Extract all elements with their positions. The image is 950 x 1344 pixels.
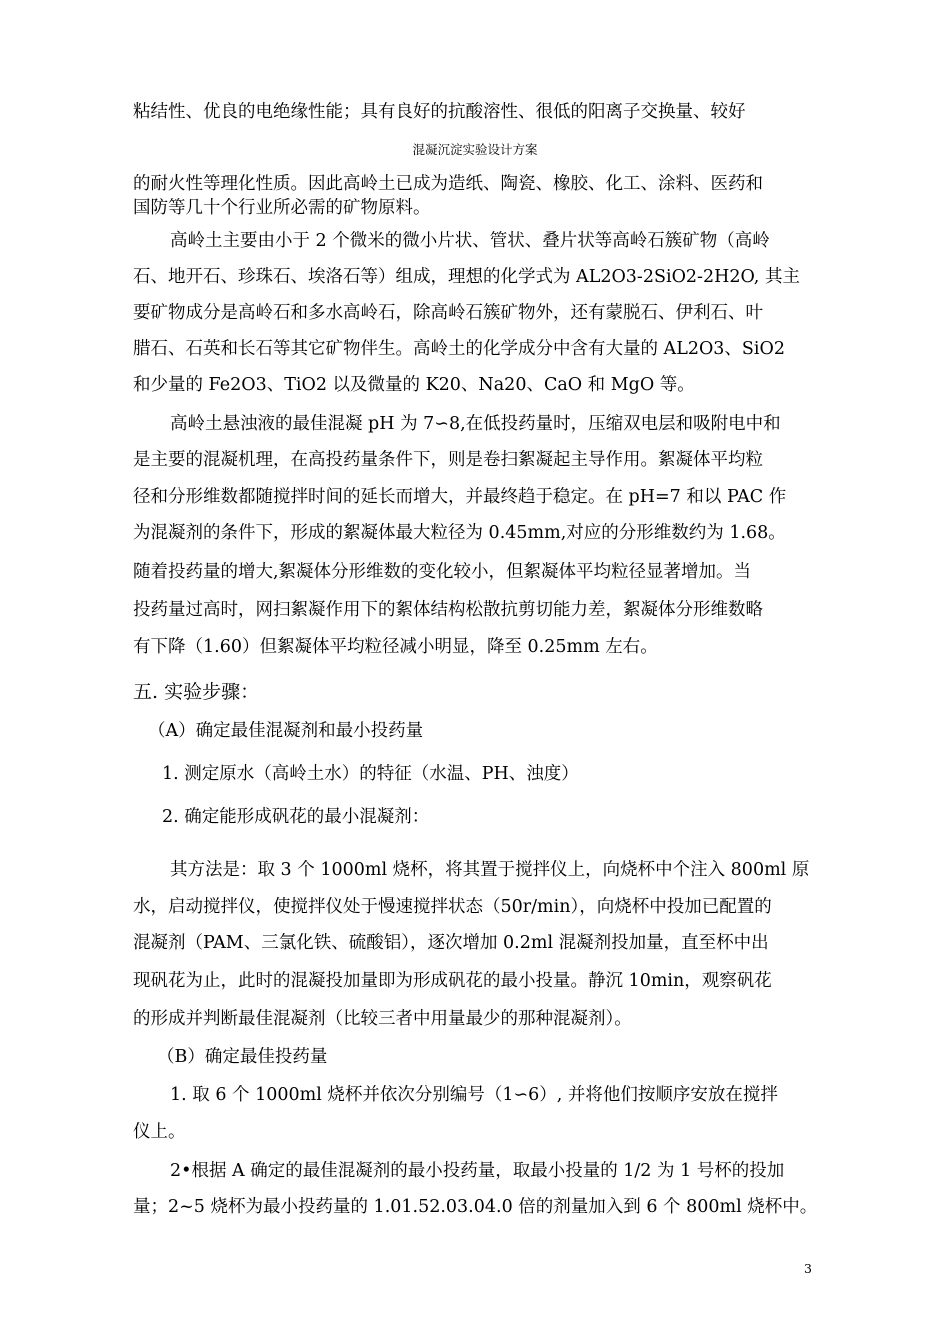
- paragraph-line: 要矿物成分是高岭石和多水高岭石，除高岭石簇矿物外，还有蒙脱石、伊利石、叶: [133, 303, 763, 323]
- list-item: 2•根据 A 确定的最佳混凝剂的最小投药量，取最小投量的 1/2 为 1 号杯的投加: [170, 1161, 785, 1181]
- paragraph-line: 混凝剂（PAM、三氯化铁、硫酸铝），逐次增加 0.2ml 混凝剂投加量，直至杯中出: [133, 933, 769, 953]
- list-item: 1. 取 6 个 1000ml 烧杯并依次分别编号（1∽6）, 并将他们按顺序安放在搅拌: [170, 1085, 778, 1105]
- paragraph-line: 投药量过高时，网扫絮凝作用下的絮体结构松散抗剪切能力差，絮凝体分形维数略: [133, 600, 763, 620]
- subsection-heading: （B）确定最佳投药量: [157, 1047, 328, 1067]
- paragraph-line: 高岭土悬浊液的最佳混凝 pH 为 7∽8,在低投药量时，压缩双电层和吸附电中和: [170, 414, 781, 434]
- paragraph-line: 腊石、石英和长石等其它矿物伴生。高岭土的化学成分中含有大量的 AL2O3、SiO2: [133, 339, 786, 359]
- paragraph-line: 量；2~5 烧杯为最小投药量的 1.01.52.03.04.0 倍的剂量加入到 6 个 800ml 烧杯中。: [133, 1197, 818, 1217]
- paragraph-line: 和少量的 Fe2O3、TiO2 以及微量的 K20、Na20、CaO 和 MgO 等。: [133, 375, 695, 395]
- paragraph-line: 石、地开石、珍珠石、埃洛石等）组成，理想的化学式为 AL2O3-2SiO2-2H2O, 其主: [133, 267, 800, 287]
- paragraph-line: 是主要的混凝机理，在高投药量条件下，则是卷扫絮凝起主导作用。絮凝体平均粒: [133, 450, 763, 470]
- section-heading: 五. 实验步骤：: [133, 681, 260, 703]
- paragraph-line: 水，启动搅拌仪，使搅拌仪处于慢速搅拌状态（50r/min），向烧杯中投加已配置的: [133, 897, 772, 917]
- paragraph-line: 为混凝剂的条件下，形成的絮凝体最大粒径为 0.45mm,对应的分形维数约为 1.68。: [133, 523, 786, 543]
- paragraph-line: 粘结性、优良的电绝缘性能；具有良好的抗酸溶性、很低的阳离子交换量、较好: [133, 102, 746, 122]
- page-number: 3: [804, 1261, 812, 1276]
- page-header: 混凝沉淀实验设计方案: [412, 142, 538, 157]
- paragraph-line: 随着投药量的增大,絮凝体分形维数的变化较小，但絮凝体平均粒径显著增加。当: [133, 562, 752, 582]
- paragraph-line: 仪上。: [133, 1122, 186, 1142]
- subsection-heading: （A）确定最佳混凝剂和最小投药量: [148, 721, 424, 741]
- paragraph-line: 现矾花为止，此时的混凝投加量即为形成矾花的最小投量。静沉 10min，观察矾花: [133, 971, 772, 991]
- paragraph-line: 国防等几十个行业所必需的矿物原料。: [133, 198, 431, 218]
- paragraph-line: 径和分形维数都随搅拌时间的延长而增大，并最终趋于稳定。在 pH=7 和以 PAC 作: [133, 487, 787, 507]
- paragraph-line: 高岭土主要由小于 2 个微米的微小片状、管状、叠片状等高岭石簇矿物（高岭: [170, 231, 770, 251]
- paragraph-line: 有下降（1.60）但絮凝体平均粒径减小明显，降至 0.25mm 左右。: [133, 637, 658, 657]
- list-item: 2. 确定能形成矾花的最小混凝剂：: [162, 807, 430, 827]
- paragraph-line: 其方法是：取 3 个 1000ml 烧杯，将其置于搅拌仪上，向烧杯中个注入 800ml 原: [170, 860, 810, 880]
- paragraph-line: 的耐火性等理化性质。因此高岭土已成为造纸、陶瓷、橡胶、化工、涂料、医药和: [133, 174, 763, 194]
- paragraph-line: 的形成并判断最佳混凝剂（比较三者中用量最少的那种混凝剂）。: [133, 1009, 632, 1029]
- list-item: 1. 测定原水（高岭土水）的特征（水温、PH、浊度）: [162, 764, 579, 784]
